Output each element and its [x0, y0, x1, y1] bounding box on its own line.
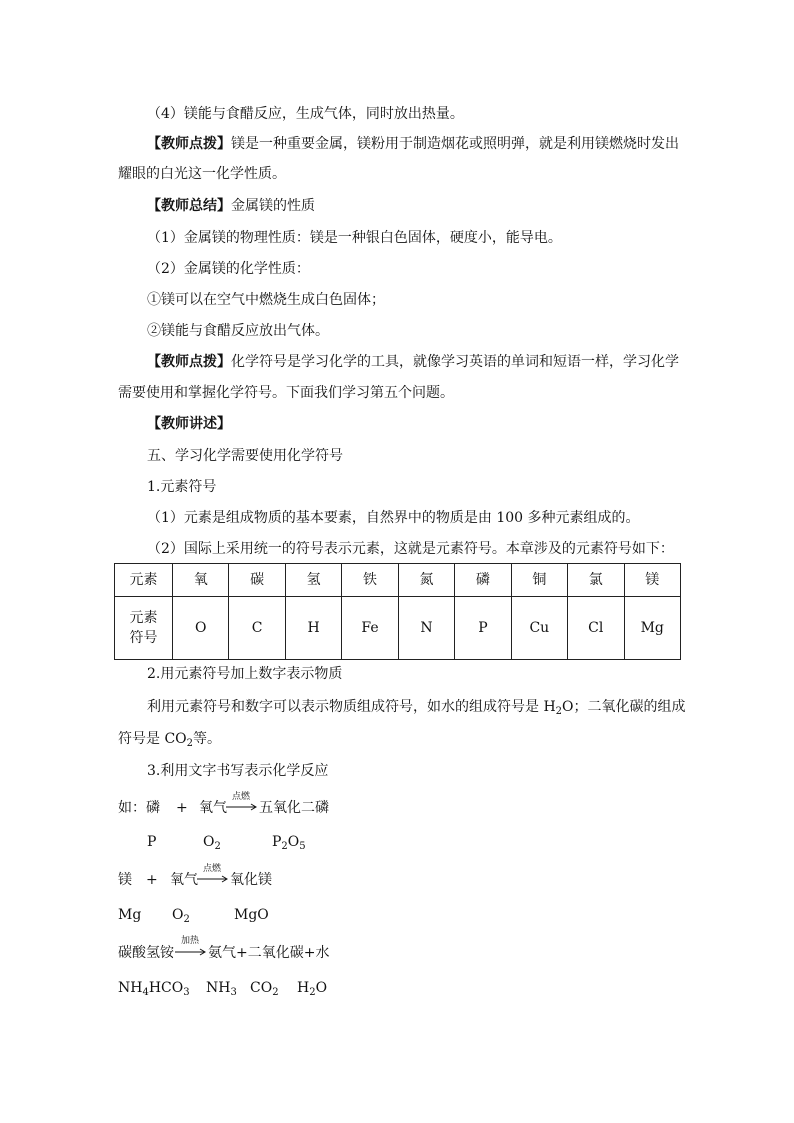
reaction-1-symbol-p2o5	[272, 832, 306, 857]
reaction-1-product: 五氧化二磷	[259, 800, 329, 816]
table-header-cell: 元素	[115, 564, 173, 597]
header-line: 符号	[129, 630, 158, 646]
reaction-3-symbol-nh4hco3	[118, 978, 190, 1003]
reaction-arrow-icon	[197, 874, 229, 884]
reaction-2-symbol-mgo: MgO	[234, 907, 269, 923]
element-name-cell: 氧	[173, 564, 229, 597]
element-symbol-table	[114, 563, 681, 660]
subscript: 2	[272, 987, 279, 998]
paragraph-formula-line2	[118, 729, 221, 754]
summary-item-chemical: （2）金属镁的化学性质：	[147, 261, 310, 277]
text-run: O	[287, 834, 300, 850]
table-header-cell	[115, 597, 173, 660]
element-symbol-cell: Fe	[342, 597, 398, 660]
text-run: HCO	[148, 980, 184, 996]
teacher-lecture-label: 【教师讲述】	[147, 416, 231, 432]
reaction-2-condition: 点燃	[202, 864, 221, 874]
reaction-2-plus: +	[146, 872, 158, 888]
reaction-3-symbol-co2	[250, 978, 279, 1003]
text-run: O	[172, 907, 184, 923]
teacher-summary-text: 金属镁的性质	[231, 198, 315, 214]
paragraph-elements-2: （2）国际上采用统一的符号表示元素，这就是元素符号。本章涉及的元素符号如下：	[147, 541, 674, 557]
paragraph-magnesium-vinegar: （4）镁能与食醋反应，生成气体，同时放出热量。	[147, 106, 464, 122]
subscript: 2	[309, 987, 316, 998]
subscript: 2	[281, 841, 288, 852]
subheading-element-symbols: 1.元素符号	[147, 479, 217, 495]
reaction-3-reactant: 碳酸氢铵	[118, 945, 174, 961]
summary-subitem-2: ②镁能与食醋反应放出气体。	[147, 323, 329, 339]
reaction-3-symbol-nh3	[206, 978, 237, 1003]
element-symbol-cell: Cu	[511, 597, 567, 660]
element-name-cell: 氢	[285, 564, 341, 597]
subheading-word-equations: 3.利用文字书写表示化学反应	[147, 763, 329, 779]
teacher-tip-label: 【教师点拨】	[147, 354, 231, 370]
reaction-1-condition: 点燃	[231, 792, 250, 802]
reaction-arrow-icon	[226, 802, 258, 812]
table-row	[115, 564, 681, 597]
reaction-2-symbol-mg: Mg	[118, 907, 142, 923]
text-run: P	[272, 834, 282, 850]
text-run: CO	[250, 980, 273, 996]
reaction-1-symbol-p: P	[147, 834, 157, 850]
subscript: 2	[183, 914, 190, 925]
reaction-2-reactant-2: 氧气	[170, 872, 198, 888]
element-name-cell: 镁	[624, 564, 681, 597]
text-run: O；二氧化碳的组成	[562, 699, 686, 715]
element-symbol-cell: P	[455, 597, 511, 660]
subscript: 5	[299, 841, 306, 852]
teacher-tip-1-line1	[147, 134, 679, 154]
summary-subitem-1: ①镁可以在空气中燃烧生成白色固体；	[147, 292, 385, 308]
element-name-cell: 氯	[568, 564, 624, 597]
subscript: 3	[230, 987, 237, 998]
text-run: NH	[118, 980, 143, 996]
element-symbol-cell: Mg	[624, 597, 681, 660]
reaction-1-symbol-o2	[203, 832, 221, 857]
reaction-1-reactant-2: 氧气	[199, 800, 227, 816]
paragraph-elements-1: （1）元素是组成物质的基本要素，自然界中的物质是由 100 多种元素组成的。	[147, 510, 640, 526]
element-name-cell: 氮	[398, 564, 454, 597]
teacher-tip-text: 镁是一种重要金属，镁粉用于制造烟花或照明弹，就是利用镁燃烧时发出	[231, 136, 679, 152]
reaction-3-products: 氨气+二氧化碳+水	[208, 945, 330, 961]
text-run: NH	[206, 980, 231, 996]
teacher-summary	[147, 196, 315, 216]
reaction-3-symbol-h2o	[297, 978, 327, 1003]
reaction-1-reactant-1: 如：磷	[118, 800, 160, 816]
table-row	[115, 597, 681, 660]
element-symbol-cell: Cl	[568, 597, 624, 660]
subscript: 2	[186, 738, 194, 749]
paragraph-formula-line1	[147, 697, 686, 722]
text-run: O	[203, 834, 215, 850]
teacher-tip-label: 【教师点拨】	[147, 136, 231, 152]
element-symbol-cell: O	[173, 597, 229, 660]
subscript: 2	[214, 841, 221, 852]
reaction-3-condition: 加热	[180, 936, 199, 946]
subheading-formula: 2.用元素符号加上数字表示物质	[147, 666, 343, 682]
subscript: 4	[142, 987, 149, 998]
text-run: H	[297, 980, 310, 996]
reaction-2-product: 氧化镁	[230, 872, 272, 888]
summary-item-physical: （1）金属镁的物理性质：镁是一种银白色固体，硬度小，能导电。	[147, 230, 562, 246]
subscript: 2	[555, 706, 563, 717]
reaction-2-reactant-1: 镁	[118, 872, 132, 888]
text-run: 符号是 CO	[118, 731, 187, 747]
subscript: 3	[183, 987, 190, 998]
element-symbol-cell: C	[229, 597, 285, 660]
text-run: 利用元素符号和数字可以表示物质组成符号，如水的组成符号是 H	[147, 699, 556, 715]
header-line: 元素	[129, 610, 158, 626]
text-run: O	[315, 980, 328, 996]
teacher-tip-2-line1	[147, 352, 679, 372]
reaction-arrow-icon	[175, 947, 207, 957]
element-name-cell: 铜	[511, 564, 567, 597]
reaction-1-plus: +	[176, 800, 188, 816]
teacher-tip-2-line2: 需要使用和掌握化学符号。下面我们学习第五个问题。	[118, 385, 454, 401]
element-symbol-cell: N	[398, 597, 454, 660]
element-name-cell: 铁	[342, 564, 398, 597]
element-name-cell: 磷	[455, 564, 511, 597]
teacher-tip-1-line2: 耀眼的白光这一化学性质。	[118, 166, 286, 182]
section-heading-5: 五、学习化学需要使用化学符号	[147, 448, 343, 464]
text-run: 等。	[193, 731, 222, 747]
teacher-tip-text: 化学符号是学习化学的工具，就像学习英语的单词和短语一样，学习化学	[231, 354, 679, 370]
element-name-cell: 碳	[229, 564, 285, 597]
reaction-2-symbol-o2	[172, 905, 190, 930]
element-symbol-cell: H	[285, 597, 341, 660]
teacher-summary-label: 【教师总结】	[147, 198, 231, 214]
